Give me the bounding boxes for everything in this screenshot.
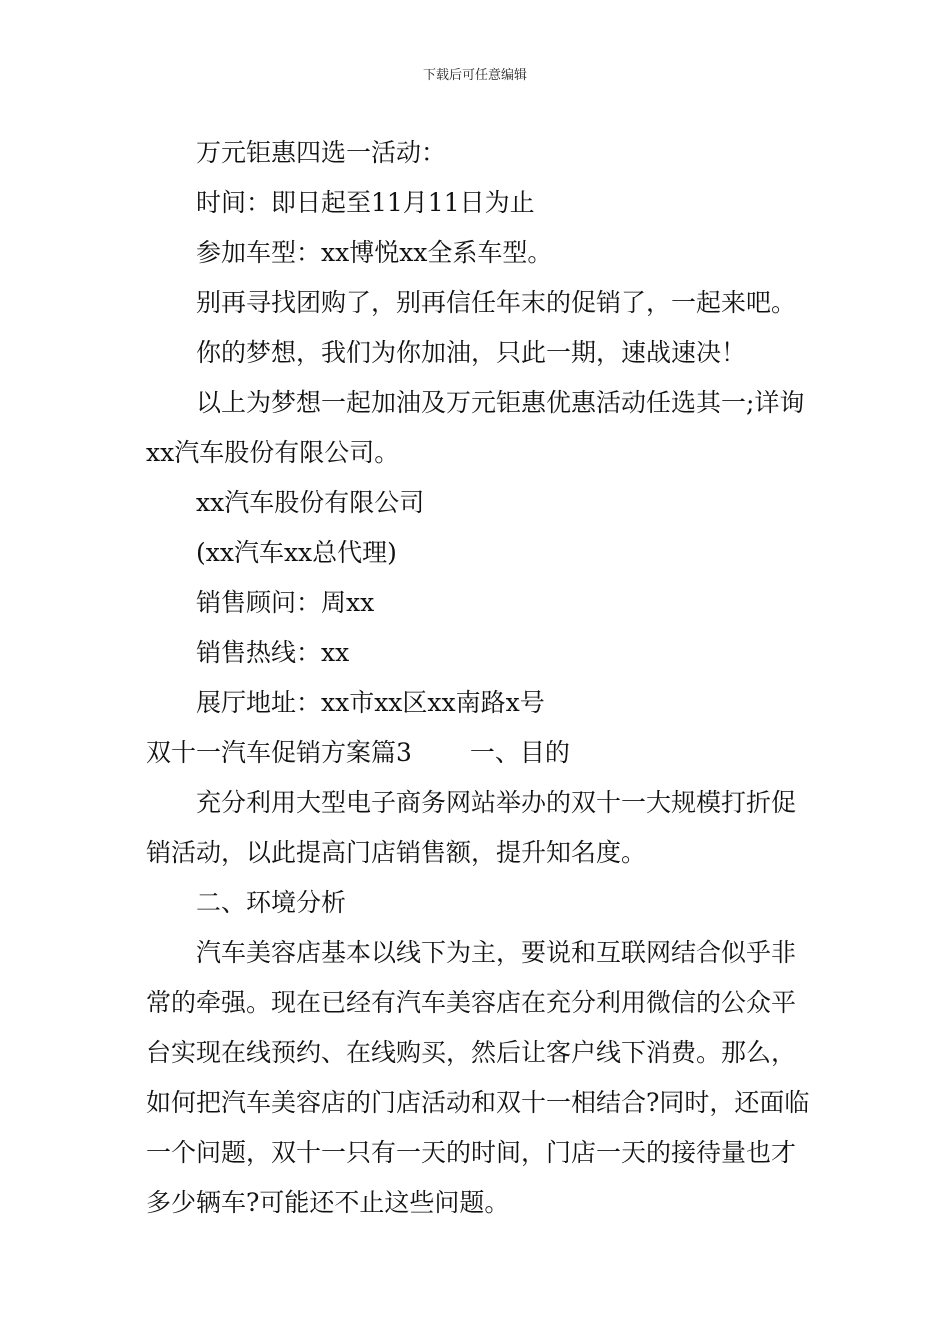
paragraph: 汽车美容店基本以线下为主，要说和互联网结合似乎非常的牵强。现在已经有汽车美容店在充分利用微信的公众平台实现在线预约、在线购买，然后让客户线下消费。那么，如何把汽车美容店的门店活动和双十一相结合?同时，还面临一个问题，双十一只有一天的时间，门店一天的接待量也才多少辆车?可能还不止这些问题。 (146, 938, 810, 1217)
paragraph: (xx汽车xx总代理) (196, 538, 397, 567)
paragraph: 参加车型：xx博悦xx全系车型。 (196, 238, 553, 267)
paragraph: 充分利用大型电子商务网站举办的双十一大规模打折促销活动，以此提高门店销售额，提升知名度。 (146, 788, 797, 867)
paragraph: 展厅地址：xx市xx区xx南路x号 (196, 688, 545, 717)
document-body (146, 128, 816, 1228)
paragraph: xx汽车股份有限公司 (196, 488, 425, 517)
section-title: 双十一汽车促销方案篇3 (146, 738, 412, 767)
subheading: 二、环境分析 (196, 888, 347, 917)
paragraph: 别再寻找团购了，别再信任年末的促销了，一起来吧。 (196, 288, 797, 317)
paragraph: 销售顾问：周xx (196, 588, 375, 617)
section-first-heading: 一、目的 (469, 738, 570, 767)
section-title-line (146, 728, 816, 778)
paragraph: 时间：即日起至11月11日为止 (196, 188, 535, 217)
paragraph: 销售热线：xx (196, 638, 350, 667)
page-header: 下载后可任意编辑 (422, 68, 527, 83)
paragraph: 万元钜惠四选一活动： (196, 138, 447, 167)
paragraph: 以上为梦想一起加油及万元钜惠优惠活动任选其一;详询xx汽车股份有限公司。 (146, 388, 805, 467)
paragraph: 你的梦想，我们为你加油，只此一期，速战速决！ (196, 338, 747, 367)
